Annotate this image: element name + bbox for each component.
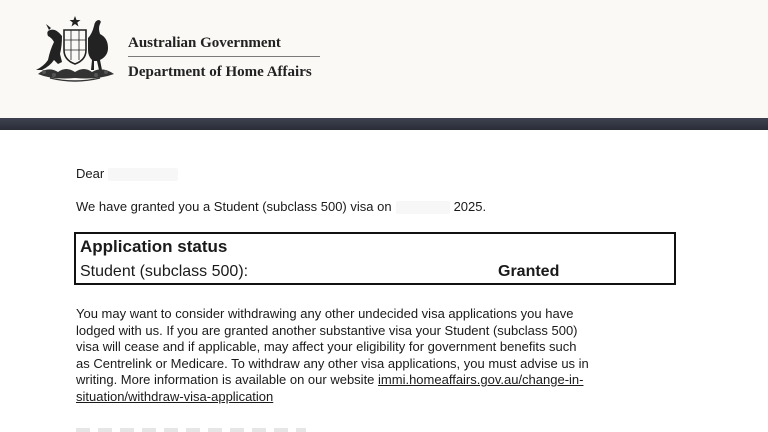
withdraw-visa-link[interactable]: immi.homeaffairs.gov.au/change-in-	[378, 372, 584, 387]
grant-statement	[76, 199, 486, 214]
redacted-date	[396, 201, 450, 214]
department-name: Department of Home Affairs	[128, 64, 312, 80]
withdraw-visa-link-continued[interactable]: situation/withdraw-visa-application	[76, 388, 274, 404]
grant-year: 2025.	[453, 199, 487, 214]
cropped-text-remnant	[76, 428, 306, 432]
status-label: Student (subclass 500):	[80, 263, 249, 280]
letterhead	[0, 0, 768, 118]
info-line: visa will cease and if applicable, may affect your eligibility for government benefits such	[76, 339, 577, 354]
info-line-with-link	[76, 372, 686, 389]
info-line-text: writing. More information is available on our website	[76, 372, 379, 387]
info-line: as Centrelink or Medicare. To withdraw any other visa applications, you must advise us in	[76, 355, 589, 371]
header-divider	[128, 56, 320, 57]
coat-of-arms-icon	[28, 14, 122, 84]
status-title: Application status	[80, 237, 228, 256]
header-band	[0, 118, 768, 130]
salutation-text: Dear	[76, 166, 105, 181]
status-value: Granted	[498, 263, 560, 280]
info-line: You may want to consider withdrawing any other undecided visa applications you have	[76, 306, 574, 321]
government-name: Australian Government	[128, 35, 281, 51]
redacted-name	[108, 168, 178, 181]
grant-text: We have granted you a Student (subclass 500) visa on	[76, 199, 392, 214]
withdrawal-info-paragraph	[76, 306, 686, 405]
application-status-box	[74, 232, 676, 285]
info-line: lodged with us. If you are granted another substantive visa your Student (subclass 500)	[76, 322, 578, 338]
salutation	[76, 166, 178, 181]
info-line-with-link	[76, 389, 686, 406]
